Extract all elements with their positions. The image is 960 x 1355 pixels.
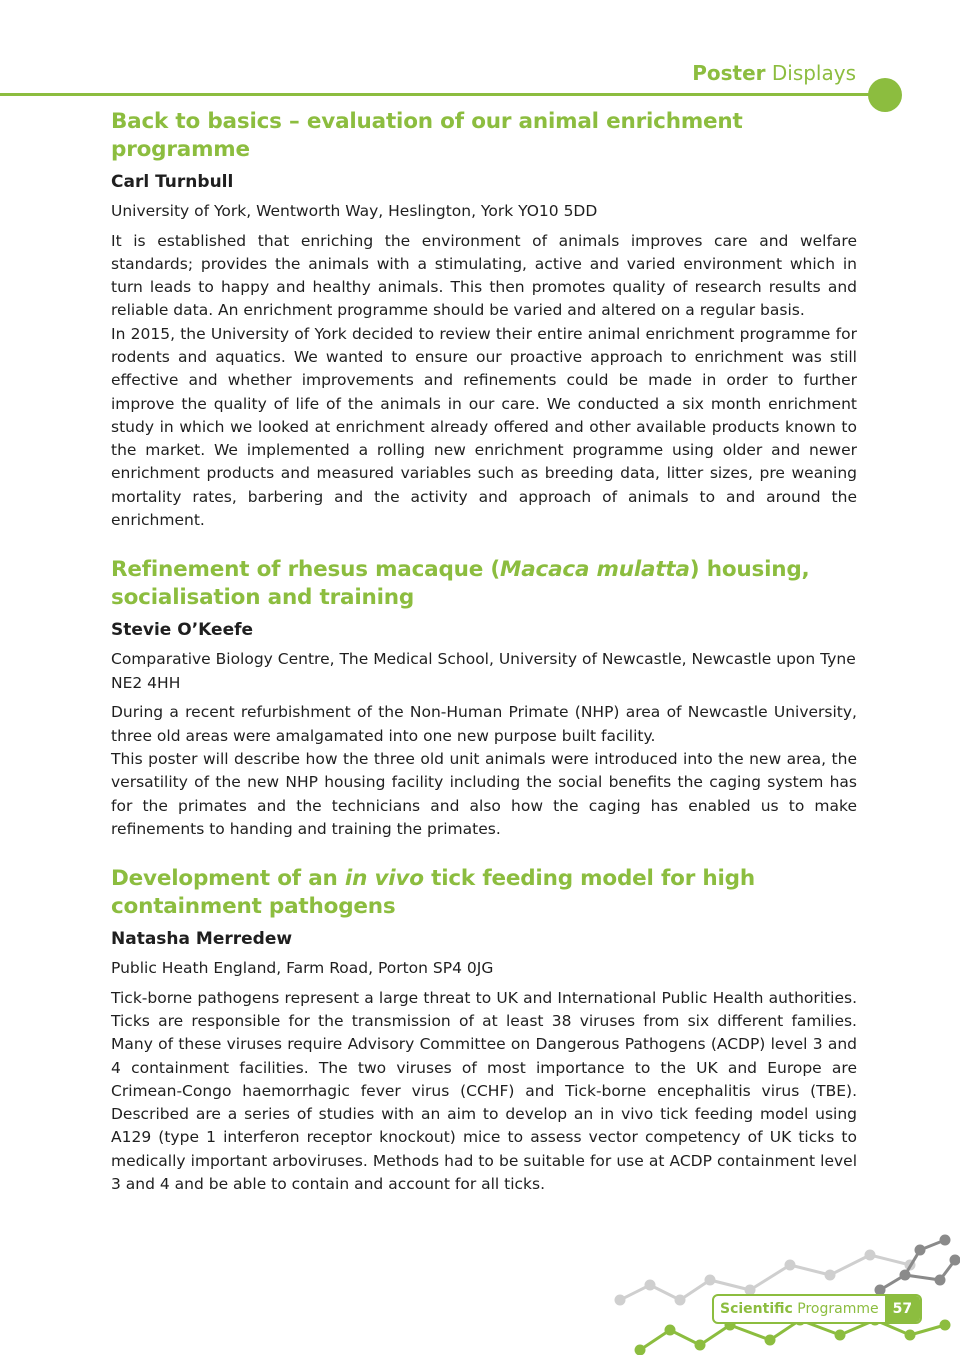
article-title: Development of an in vivo tick feeding model for high containment pathogens [111,866,755,920]
article-title: Back to basics – evaluation of our animal enrichment programme [111,109,743,162]
footer-label: Scientific Programme [720,1301,879,1317]
article-3 [111,865,857,1196]
article-1 [111,108,857,532]
article-author: Stevie O’Keefe [111,620,254,641]
article-paragraph: During a recent refurbishment of the Non-Human Primate (NHP) area of Newcastle University, three old areas were amalgamated into one new purpose built facility. [111,703,857,745]
article-paragraph: It is established that enriching the environment of animals improves care and welfare standards; provides the animals with a stimulating, active and varied environment which in turn leads to happy and healthy animals. This then promotes quality of research results and reliable data. An enrichment programme should be varied and altered on a regular basis. [111,231,857,320]
article-affiliation: Public Heath England, Farm Road, Porton SP4 0JG [111,959,494,978]
article-author: Natasha Merredew [111,929,293,950]
section-header-bold: Poster [692,61,766,85]
article-affiliation: University of York, Wentworth Way, Heslington, York YO10 5DD [111,202,598,220]
header-dot [868,78,902,112]
section-header-rest: Displays [771,61,856,85]
molecule-decoration [600,1230,960,1355]
section-header [692,61,856,85]
article-paragraph: Tick-borne pathogens represent a large threat to UK and International Public Health authorities. Ticks are responsible for the transmission of at least 38 viruses from six different families. Many of these viruses require Advisory Committee on Dangerous Pathogens (ACDP) level 3 and 4 containment facilities. The two viruses of most importance to the UK and Europe are Crimean-Congo haemorrhagic fever virus (CCHF) and Tick-borne encephalitis virus (TBE). Described are a series of studies with an aim to develop an in vivo tick feeding model using A129 (type 1 interferon receptor knockout) mice to assess vector competency of UK ticks to medically important arboviruses. Methods had to be suitable for use at ACDP containment level 3 and 4 and be able to contain and account for all ticks. [111,988,857,1194]
footer-badge [712,1294,922,1324]
article-author: Carl Turnbull [111,172,234,192]
article-paragraph: This poster will describe how the three old unit animals were introduced into the new area, the versatility of the new NHP housing facility including the social benefits the caging system has for the primates and the technicians and also how the caging has enabled us to make refinements to handing and training the primates. [111,749,857,838]
article-title: Refinement of rhesus macaque (Macaca mulatta) housing, socialisation and training [111,557,810,611]
article-list [111,108,857,1220]
article-affiliation: Comparative Biology Centre, The Medical School, University of Newcastle, Newcastle upon Tyne NE2 4HH [111,650,856,692]
article-2 [111,556,857,841]
article-paragraph: In 2015, the University of York decided to review their entire animal enrichment programme for rodents and aquatics. We wanted to ensure our proactive approach to enrichment was still effective and whether improvements and refinements could be made in order to further improve the quality of life of the animals in our care. We conducted a six month enrichment study in which we looked at enrichment already offered and other available products known to the market. We implemented a rolling new enrichment programme using older and newer enrichment products and measured variables such as breeding data, litter sizes, pre weaning mortality rates, barbering and the activity and approach of animals to and around the enrichment. [111,324,857,530]
page-number: 57 [885,1296,920,1322]
header-rule [0,93,880,96]
